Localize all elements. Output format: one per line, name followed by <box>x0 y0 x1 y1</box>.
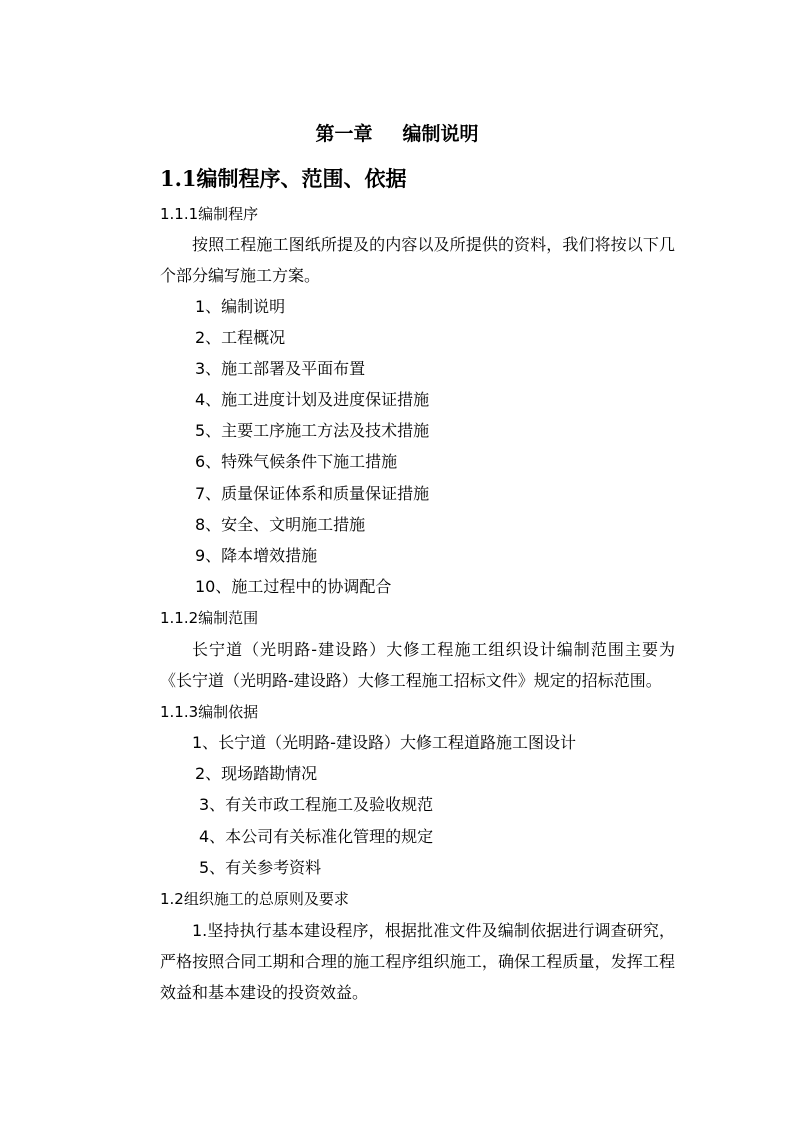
section-1-1-heading: 1.1编制程序、范围、依据 <box>160 166 407 191</box>
basis-list-item: 4、本公司有关标准化管理的规定 <box>199 827 434 846</box>
procedure-list-item: 8、安全、文明施工措施 <box>195 515 366 534</box>
subsection-1-1-3-heading: 1.1.3编制依据 <box>160 703 259 721</box>
chapter-title <box>0 122 794 146</box>
procedure-list-item: 7、质量保证体系和质量保证措施 <box>195 484 430 503</box>
procedure-list-item: 3、施工部署及平面布置 <box>195 359 366 378</box>
procedure-list-item: 6、特殊气候条件下施工措施 <box>195 452 398 471</box>
basis-list-item: 3、有关市政工程施工及验收规范 <box>199 795 434 814</box>
compilation-scope-text: 长宁道（光明路-建设路）大修工程施工组织设计编制范围主要为《长宁道（光明路-建设路）大修工程施工招标文件》规定的招标范围。 <box>160 640 675 690</box>
procedure-list-item: 1、编制说明 <box>195 297 286 316</box>
procedure-list-item: 10、施工过程中的协调配合 <box>195 577 392 596</box>
procedure-list-item: 5、主要工序施工方法及技术措施 <box>195 421 430 440</box>
section-1-2-heading: 1.2组织施工的总原则及要求 <box>160 890 349 908</box>
chapter-name: 编制说明 <box>402 123 479 145</box>
basis-list-item: 5、有关参考资料 <box>199 858 322 877</box>
chapter-number: 第一章 <box>315 123 373 145</box>
subsection-1-1-2-heading: 1.1.2编制范围 <box>160 609 259 627</box>
compilation-procedure-intro: 按照工程施工图纸所提及的内容以及所提供的资料，我们将按以下几个部分编写施工方案。 <box>160 235 675 285</box>
procedure-list-item: 2、工程概况 <box>195 328 286 347</box>
basis-list-item: 1、长宁道（光明路-建设路）大修工程道路施工图设计 <box>192 733 576 752</box>
procedure-list-item: 9、降本增效措施 <box>195 546 318 565</box>
basis-list-item: 2、现场踏勘情况 <box>195 764 318 783</box>
procedure-list-item: 4、施工进度计划及进度保证措施 <box>195 390 430 409</box>
general-principle-text: 1.坚持执行基本建设程序，根据批准文件及编制依据进行调查研究，严格按照合同工期和合理的施工程序组织施工，确保工程质量，发挥工程效益和基本建设的投资效益。 <box>160 921 675 1002</box>
subsection-1-1-1-heading: 1.1.1编制程序 <box>160 205 259 223</box>
